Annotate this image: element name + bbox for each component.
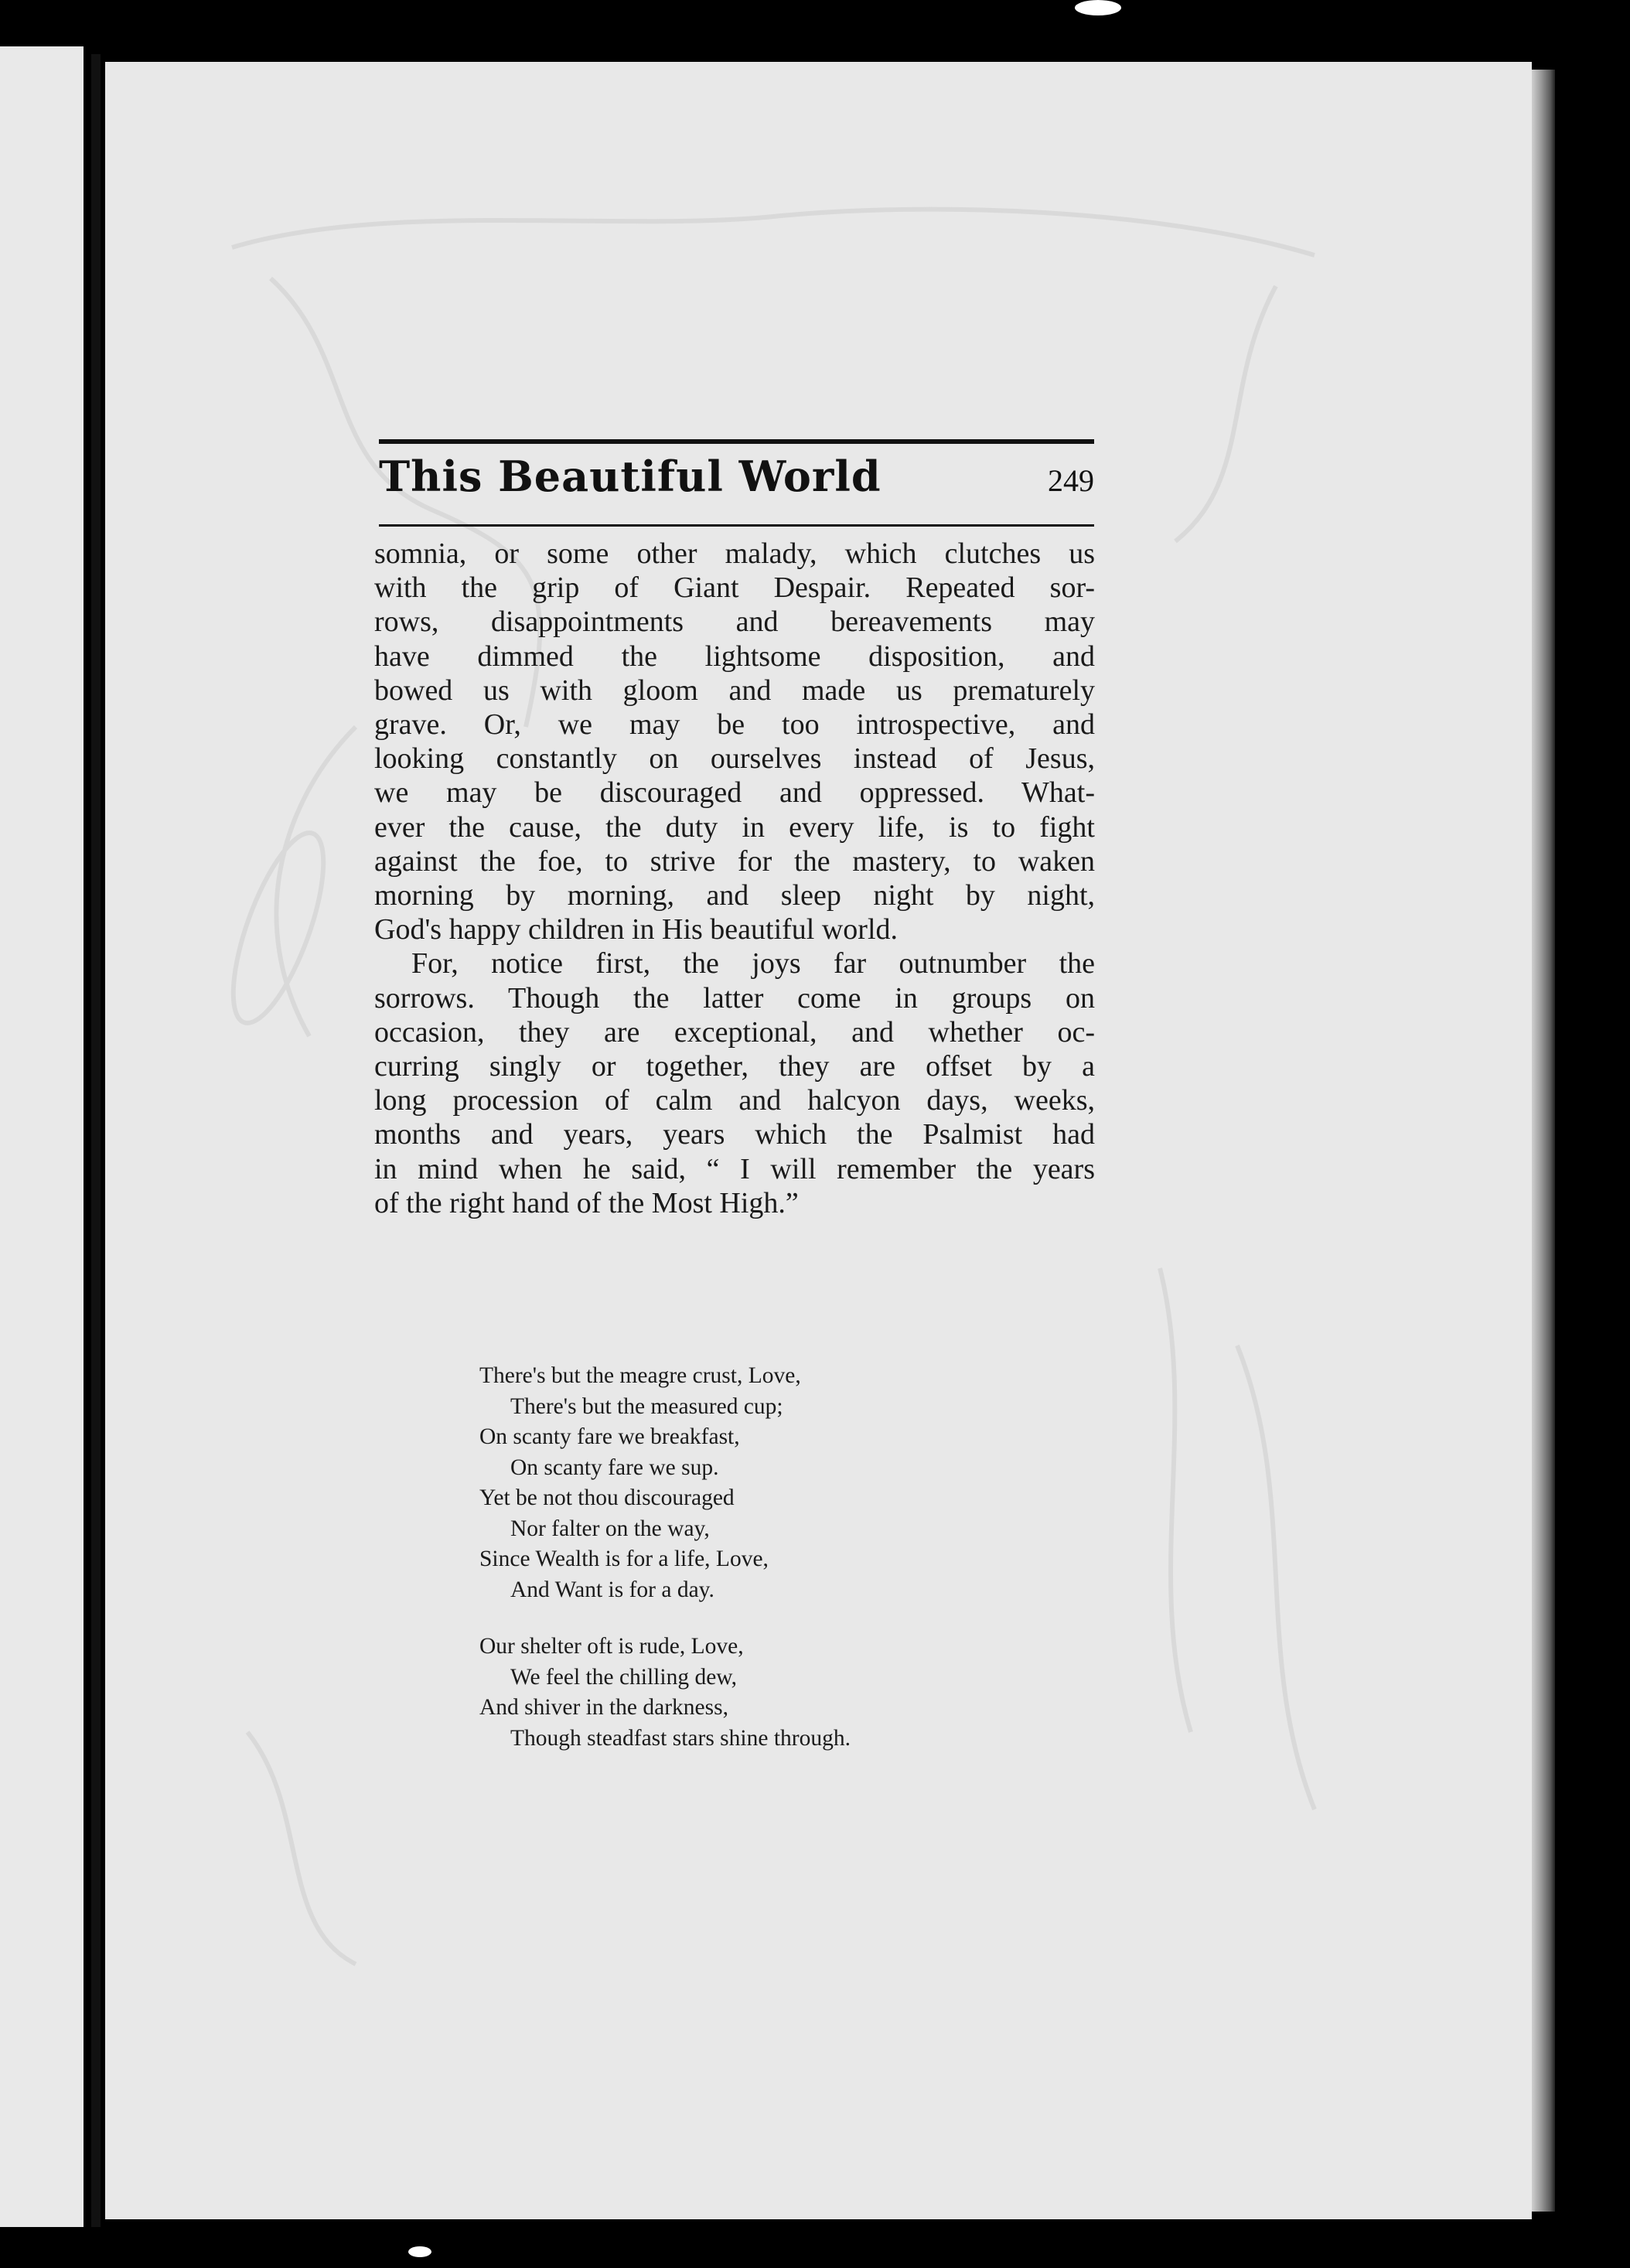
page-edge-shadow <box>1532 70 1555 2212</box>
text-line: bowed us with gloom and made us prematurely <box>374 674 1095 707</box>
text-line: sorrows. Though the latter come in groups on <box>374 981 1095 1015</box>
poem-line: And shiver in the darkness, <box>479 1695 728 1720</box>
poem-line: On scanty fare we breakfast, <box>479 1424 740 1449</box>
text-line: we may be discouraged and oppressed. What- <box>374 776 1095 810</box>
text-line: God's happy children in His beautiful world. <box>374 913 899 946</box>
text-line: months and years, years which the Psalmist had <box>374 1118 1095 1151</box>
poem-line: There's but the measured cup; <box>510 1393 783 1419</box>
poem-line: Though steadfast stars shine through. <box>510 1725 851 1751</box>
running-title: This Beautiful World <box>379 452 881 501</box>
text-line: rows, disappointments and bereavements may <box>374 605 1095 639</box>
text-line: For, notice first, the joys far outnumber the <box>411 947 1095 981</box>
poem-line: On scanty fare we sup. <box>510 1455 719 1480</box>
header-rule-top <box>379 439 1094 444</box>
text-line: in mind when he said, “ I will remember the years <box>374 1152 1095 1185</box>
poem-line: Since Wealth is for a life, Love, <box>479 1547 769 1571</box>
text-line: with the grip of Giant Despair. Repeated sor- <box>374 571 1095 605</box>
book-gutter <box>91 54 101 2227</box>
body-text <box>374 537 1095 1220</box>
text-line: have dimmed the lightsome disposition, and <box>374 639 1095 673</box>
scan-speck <box>408 2246 431 2257</box>
poem-line: Nor falter on the way, <box>510 1516 710 1541</box>
page-number: 249 <box>1048 463 1094 498</box>
poem-line: We feel the chilling dew, <box>510 1664 738 1690</box>
text-line: grave. Or, we may be too introspective, and <box>374 708 1095 742</box>
text-line: of the right hand of the Most High.” <box>374 1186 799 1219</box>
poem <box>479 1361 1036 1780</box>
poem-line: Our shelter oft is rude, Love, <box>479 1634 744 1659</box>
paragraph-1 <box>374 537 1095 946</box>
running-head <box>379 452 1094 513</box>
text-line: somnia, or some other malady, which clutches us <box>374 537 1095 570</box>
scan-speck <box>1075 0 1121 15</box>
poem-line: There's but the meagre crust, Love, <box>479 1363 801 1388</box>
text-line: ever the cause, the duty in every life, is to fight <box>374 810 1095 844</box>
text-line: curring singly or together, they are offset by a <box>374 1050 1095 1083</box>
poem-stanza-1 <box>479 1361 1036 1605</box>
text-line: occasion, they are exceptional, and whether oc- <box>374 1015 1095 1049</box>
facing-page-edge <box>0 46 84 2227</box>
text-line: long procession of calm and halcyon days, weeks, <box>374 1084 1095 1117</box>
text-line: looking constantly on ourselves instead of Jesus, <box>374 742 1095 776</box>
text-line: against the foe, to strive for the mastery, to waken <box>374 844 1095 878</box>
text-line: morning by morning, and sleep night by night, <box>374 879 1095 912</box>
paragraph-2 <box>374 946 1095 1220</box>
poem-line: And Want is for a day. <box>510 1577 714 1602</box>
poem-stanza-2 <box>479 1632 1036 1754</box>
header-rule-bottom <box>379 524 1094 527</box>
poem-line: Yet be not thou discouraged <box>479 1485 735 1510</box>
